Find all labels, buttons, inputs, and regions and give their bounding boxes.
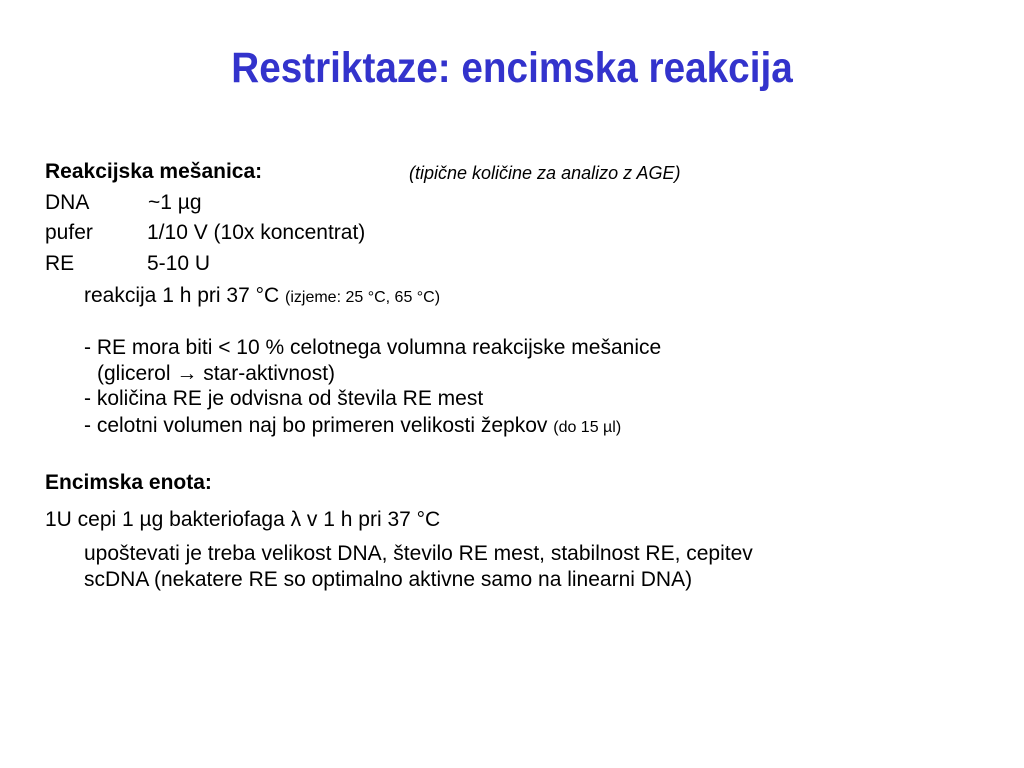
unit-detail-2: scDNA (nekatere RE so optimalno aktivne samo na linearni DNA)	[84, 568, 693, 591]
reaction-text: reakcija 1 h pri 37 °C	[84, 284, 280, 307]
mixture-row-re	[45, 250, 545, 278]
row-value: 5-10 U	[147, 252, 211, 275]
reaction-line	[84, 282, 440, 312]
unit-detail-1: upoštevati je treba velikost DNA, število RE mest, stabilnost RE, cepitev	[84, 542, 753, 565]
row-value: 1/10 V (10x koncentrat)	[147, 221, 366, 244]
row-label: DNA	[45, 191, 90, 214]
slide-title: Restriktaze: encimska reakcija	[231, 44, 793, 92]
reaction-note: (izjeme: 25 °C, 65 °C)	[285, 289, 441, 306]
mixture-row-dna	[45, 189, 545, 217]
bullet-volume: - RE mora biti < 10 % celotnega volumna reakcijske mešanice	[84, 336, 662, 359]
row-value: ~1 µg	[148, 191, 202, 214]
unit-heading: Encimska enota:	[45, 471, 212, 494]
bullet-total-volume-note: (do 15 µl)	[553, 419, 622, 436]
mixture-heading: Reakcijska mešanica:	[45, 160, 263, 183]
bullet-total-volume-text: - celotni volumen naj bo primeren velikosti žepkov	[84, 414, 548, 437]
mixture-row-pufer	[45, 219, 545, 247]
row-label: RE	[45, 252, 75, 275]
bullet-amount: - količina RE je odvisna od števila RE mest	[84, 387, 484, 410]
mixture-note: (tipične količine za analizo z AGE)	[409, 163, 681, 183]
bullet-volume-sub: (glicerol → star-aktivnost)	[97, 362, 336, 385]
unit-definition: 1U cepi 1 µg bakteriofaga λ v 1 h pri 37 °C	[45, 508, 441, 531]
row-label: pufer	[45, 221, 93, 244]
bullet-total-volume	[84, 412, 621, 442]
